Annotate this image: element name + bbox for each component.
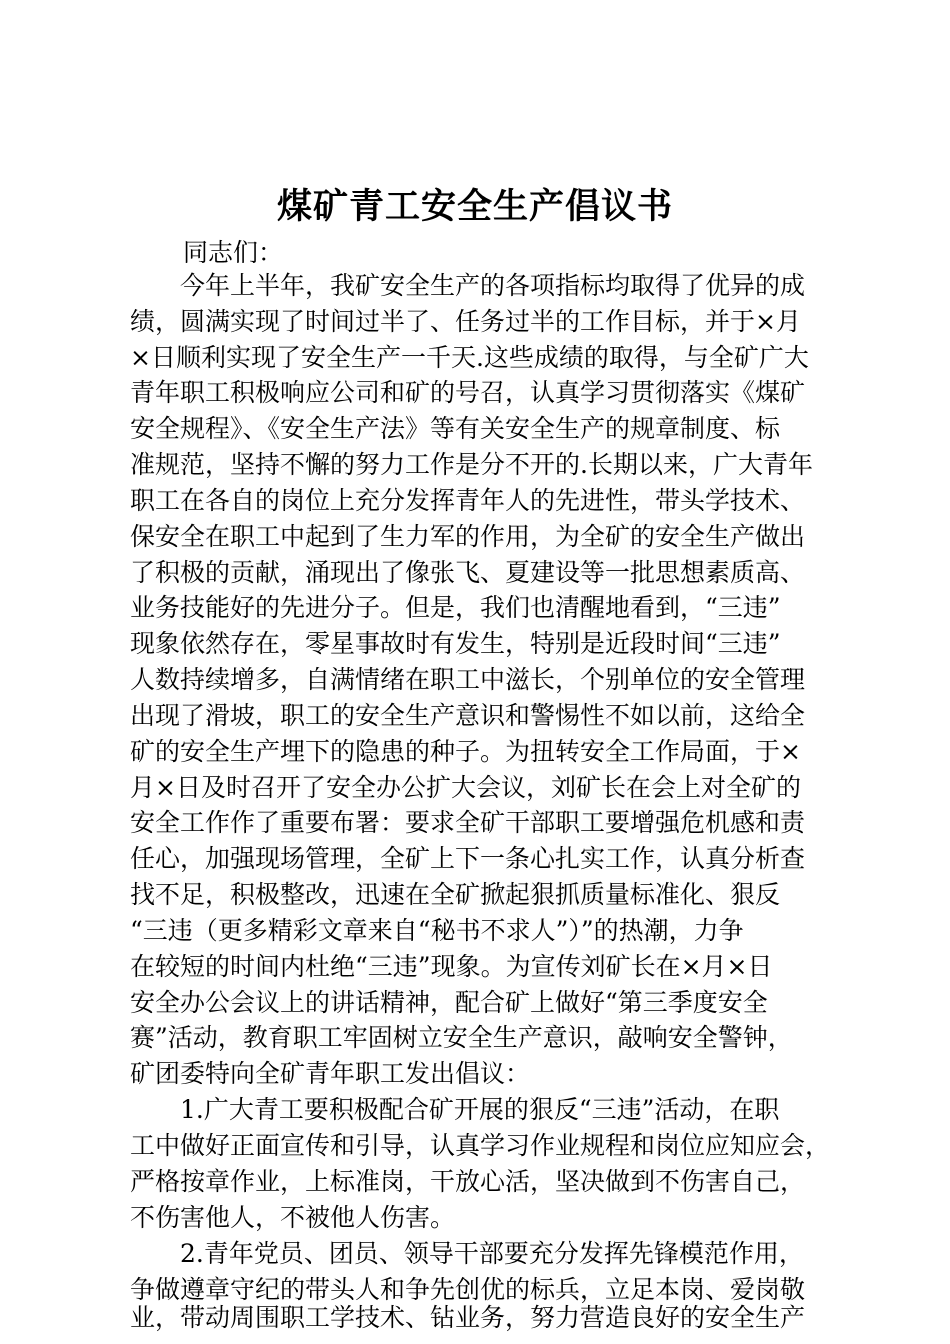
- body-line-16: 安全工作作了重要布署：要求全矿干部职工要增强危机感和责: [130, 808, 806, 837]
- body-line-15: 月×日及时召开了安全办公扩大会议，刘矿长在会上对全矿的: [130, 773, 801, 802]
- body-line-10: 业务技能好的先进分子。但是，我们也清醒地看到，“三违”: [130, 593, 781, 622]
- document-title: 煤矿青工安全生产倡议书: [276, 186, 673, 227]
- body-line-14: 矿的安全生产埋下的隐患的种子。为扭转安全工作局面，于×: [130, 737, 801, 766]
- body-line-3: ×日顺利实现了安全生产一千天.这些成绩的取得，与全矿广大: [130, 343, 809, 372]
- body-line-20: 在较短的时间内杜绝“三违”现象。为宣传刘矿长在×月×日: [130, 952, 773, 981]
- salutation: 同志们：: [183, 238, 284, 267]
- body-line-9: 了积极的贡献，涌现出了像张飞、夏建设等一批思想素质高、: [130, 558, 806, 587]
- body-line-1: 今年上半年，我矿安全生产的各项指标均取得了优异的成: [130, 271, 806, 300]
- body-line-11: 现象依然存在，零星事故时有发生，特别是近段时间“三违”: [130, 629, 781, 658]
- body-line-30: 业，带动周围职工学技术、钻业务，努力营造良好的安全生产: [130, 1303, 806, 1332]
- body-line-24: 1.广大青工要积极配合矿开展的狠反“三违”活动，在职: [130, 1095, 780, 1124]
- body-line-17: 任心，加强现场管理，全矿上下一条心扎实工作，认真分析查: [130, 844, 806, 873]
- body-line-28: 2.青年党员、团员、领导干部要充分发挥先锋模范作用，: [130, 1239, 804, 1268]
- body-line-27: 不伤害他人，不被他人伤害。: [130, 1203, 456, 1232]
- body-line-6: 准规范，坚持不懈的努力工作是分不开的.长期以来，广大青年: [130, 450, 813, 479]
- body-line-29: 争做遵章守纪的带头人和争先创优的标兵，立足本岗、爱岗敬: [130, 1275, 806, 1304]
- body-line-25: 工中做好正面宣传和引导，认真学习作业规程和岗位应知应会，: [130, 1131, 831, 1160]
- body-line-5: 安全规程》、《安全生产法》等有关安全生产的规章制度、标: [130, 414, 781, 443]
- body-line-23: 矿团委特向全矿青年职工发出倡议：: [130, 1059, 531, 1088]
- body-line-22: 赛”活动，教育职工牢固树立安全生产意识，敲响安全警钟，: [130, 1023, 793, 1052]
- body-line-4: 青年职工积极响应公司和矿的号召，认真学习贯彻落实《煤矿: [130, 378, 806, 407]
- body-line-8: 保安全在职工中起到了生力军的作用，为全矿的安全生产做出: [130, 522, 806, 551]
- body-line-13: 出现了滑坡，职工的安全生产意识和警惕性不如以前，这给全: [130, 701, 806, 730]
- body-line-18: 找不足，积极整改，迅速在全矿掀起狠抓质量标准化、狠反: [130, 880, 781, 909]
- body-line-19: “三违（更多精彩文章来自“秘书不求人”）”的热潮，力争: [130, 916, 744, 945]
- body-line-26: 严格按章作业，上标准岗，干放心活，坚决做到不伤害自己，: [130, 1167, 806, 1196]
- body-line-7: 职工在各自的岗位上充分发挥青年人的先进性，带头学技术、: [130, 486, 806, 515]
- body-line-12: 人数持续增多，自满情绪在职工中滋长，个别单位的安全管理: [130, 665, 806, 694]
- body-line-21: 安全办公会议上的讲话精神，配合矿上做好“第三季度安全: [130, 988, 768, 1017]
- body-line-2: 绩，圆满实现了时间过半了、任务过半的工作目标，并于×月: [130, 307, 801, 336]
